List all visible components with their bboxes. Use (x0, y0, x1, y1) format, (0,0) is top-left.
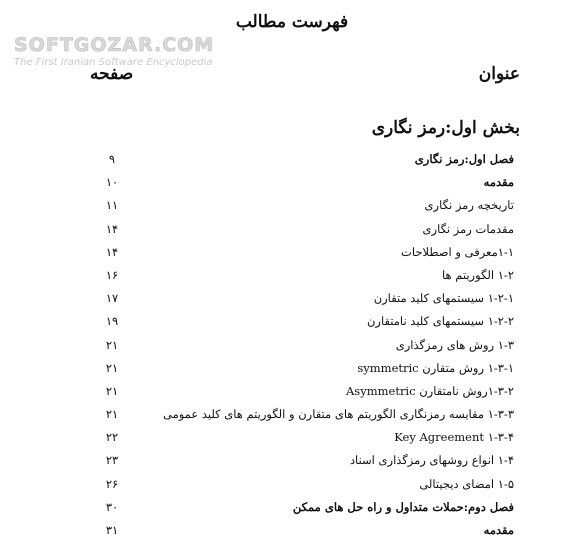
watermark-logo: SOFTGOZAR.COM (14, 34, 215, 56)
toc-entry (0, 171, 584, 194)
toc-entry-page-number: ۱۷ (105, 291, 119, 306)
toc-entry-page-number: ۱۰ (105, 175, 119, 190)
toc-entry (0, 264, 584, 287)
toc-entry-title: مقدمه (483, 523, 514, 537)
toc-entry-title: ۱-۴ انواع روشهای رمزگذاری اسناد (349, 453, 514, 468)
watermark-tagline: The First Iranian Software Encyclopedia (14, 57, 213, 68)
toc-entry-page-number: ۳۰ (105, 499, 119, 514)
toc-entry-title: ۱-۳-۱ روش متقارن symmetric (357, 360, 514, 375)
toc-entry-title: ۱-۲-۲ سیستمهای کلید نامتقارن (366, 314, 514, 329)
toc-entry-page-number: ۱۱ (105, 198, 119, 213)
toc-entry-page-number: ۱۴ (105, 244, 119, 259)
toc-entry (0, 380, 584, 403)
toc-entry-title: ۱-۱معرفی و اصطلاحات (401, 244, 514, 259)
toc-entry-title: مقدمات رمز نگاری (422, 221, 514, 236)
toc-entry-page-number: ۲۱ (105, 337, 119, 352)
toc-entry-page-number: ۱۶ (105, 267, 119, 282)
toc-entry-page-number: ۱۹ (105, 314, 119, 329)
toc-entry-title: ۱-۳-۴ Key Agreement (394, 430, 514, 445)
toc-entry-title: ۱-۵ امضای دیجیتالی (419, 476, 514, 491)
toc-entry (0, 357, 584, 380)
toc-entry-title: تاریخچه رمز نگاری (424, 198, 514, 213)
toc-entry-page-number: ۲۱ (105, 383, 119, 398)
toc-entry-title: ۱-۳ روش های رمزگذاری (395, 337, 514, 352)
toc-entry-title: ۱-۲ الگوریتم ها (442, 267, 514, 282)
toc-entry (0, 426, 584, 449)
toc-entry (0, 473, 584, 496)
toc-entry (0, 148, 584, 171)
toc-entry (0, 310, 584, 333)
toc-entry-page-number: ۲۲ (105, 430, 119, 445)
toc-entry-page-number: ۲۳ (105, 453, 119, 468)
toc-entry (0, 218, 584, 241)
section-title: بخش اول:رمز نگاری (371, 118, 520, 138)
toc-entry-page-number: ۲۶ (105, 476, 119, 491)
toc-entry (0, 403, 584, 426)
toc-entry-title: ۱-۲-۱ سیستمهای کلید متقارن (373, 291, 514, 306)
toc-entry (0, 287, 584, 310)
toc-entry-page-number: ۳۱ (105, 523, 119, 537)
toc-entry (0, 449, 584, 472)
toc-entry-title: فصل دوم:حملات متداول و راه حل های ممکن (292, 499, 514, 514)
toc-entry-title: مقدمه (483, 175, 514, 190)
toc-entry (0, 194, 584, 217)
page-title: فهرست مطالب (235, 12, 349, 32)
toc-entry-page-number: ۲۱ (105, 407, 119, 422)
toc-entry (0, 241, 584, 264)
title-column-heading: عنوان (478, 64, 520, 84)
toc-entry-page-number: ۹ (108, 152, 116, 166)
toc-entry-title: ۱-۳-۳ مقایسه رمزنگاری الگوریتم های متقارن و الگوریتم های کلید عمومی (162, 407, 514, 422)
page-column-heading: صفحه (90, 64, 134, 84)
toc-entry-title: ۱-۳-۲روش نامتقارن Asymmetric (346, 383, 514, 398)
toc-entry (0, 496, 584, 519)
toc-entry-page-number: ۲۱ (105, 360, 119, 375)
toc-entry-page-number: ۱۴ (105, 221, 119, 236)
toc-entry (0, 334, 584, 357)
toc-entry-title: فصل اول:رمز نگاری (414, 152, 514, 166)
table-of-contents (0, 148, 584, 542)
toc-entry (0, 519, 584, 542)
